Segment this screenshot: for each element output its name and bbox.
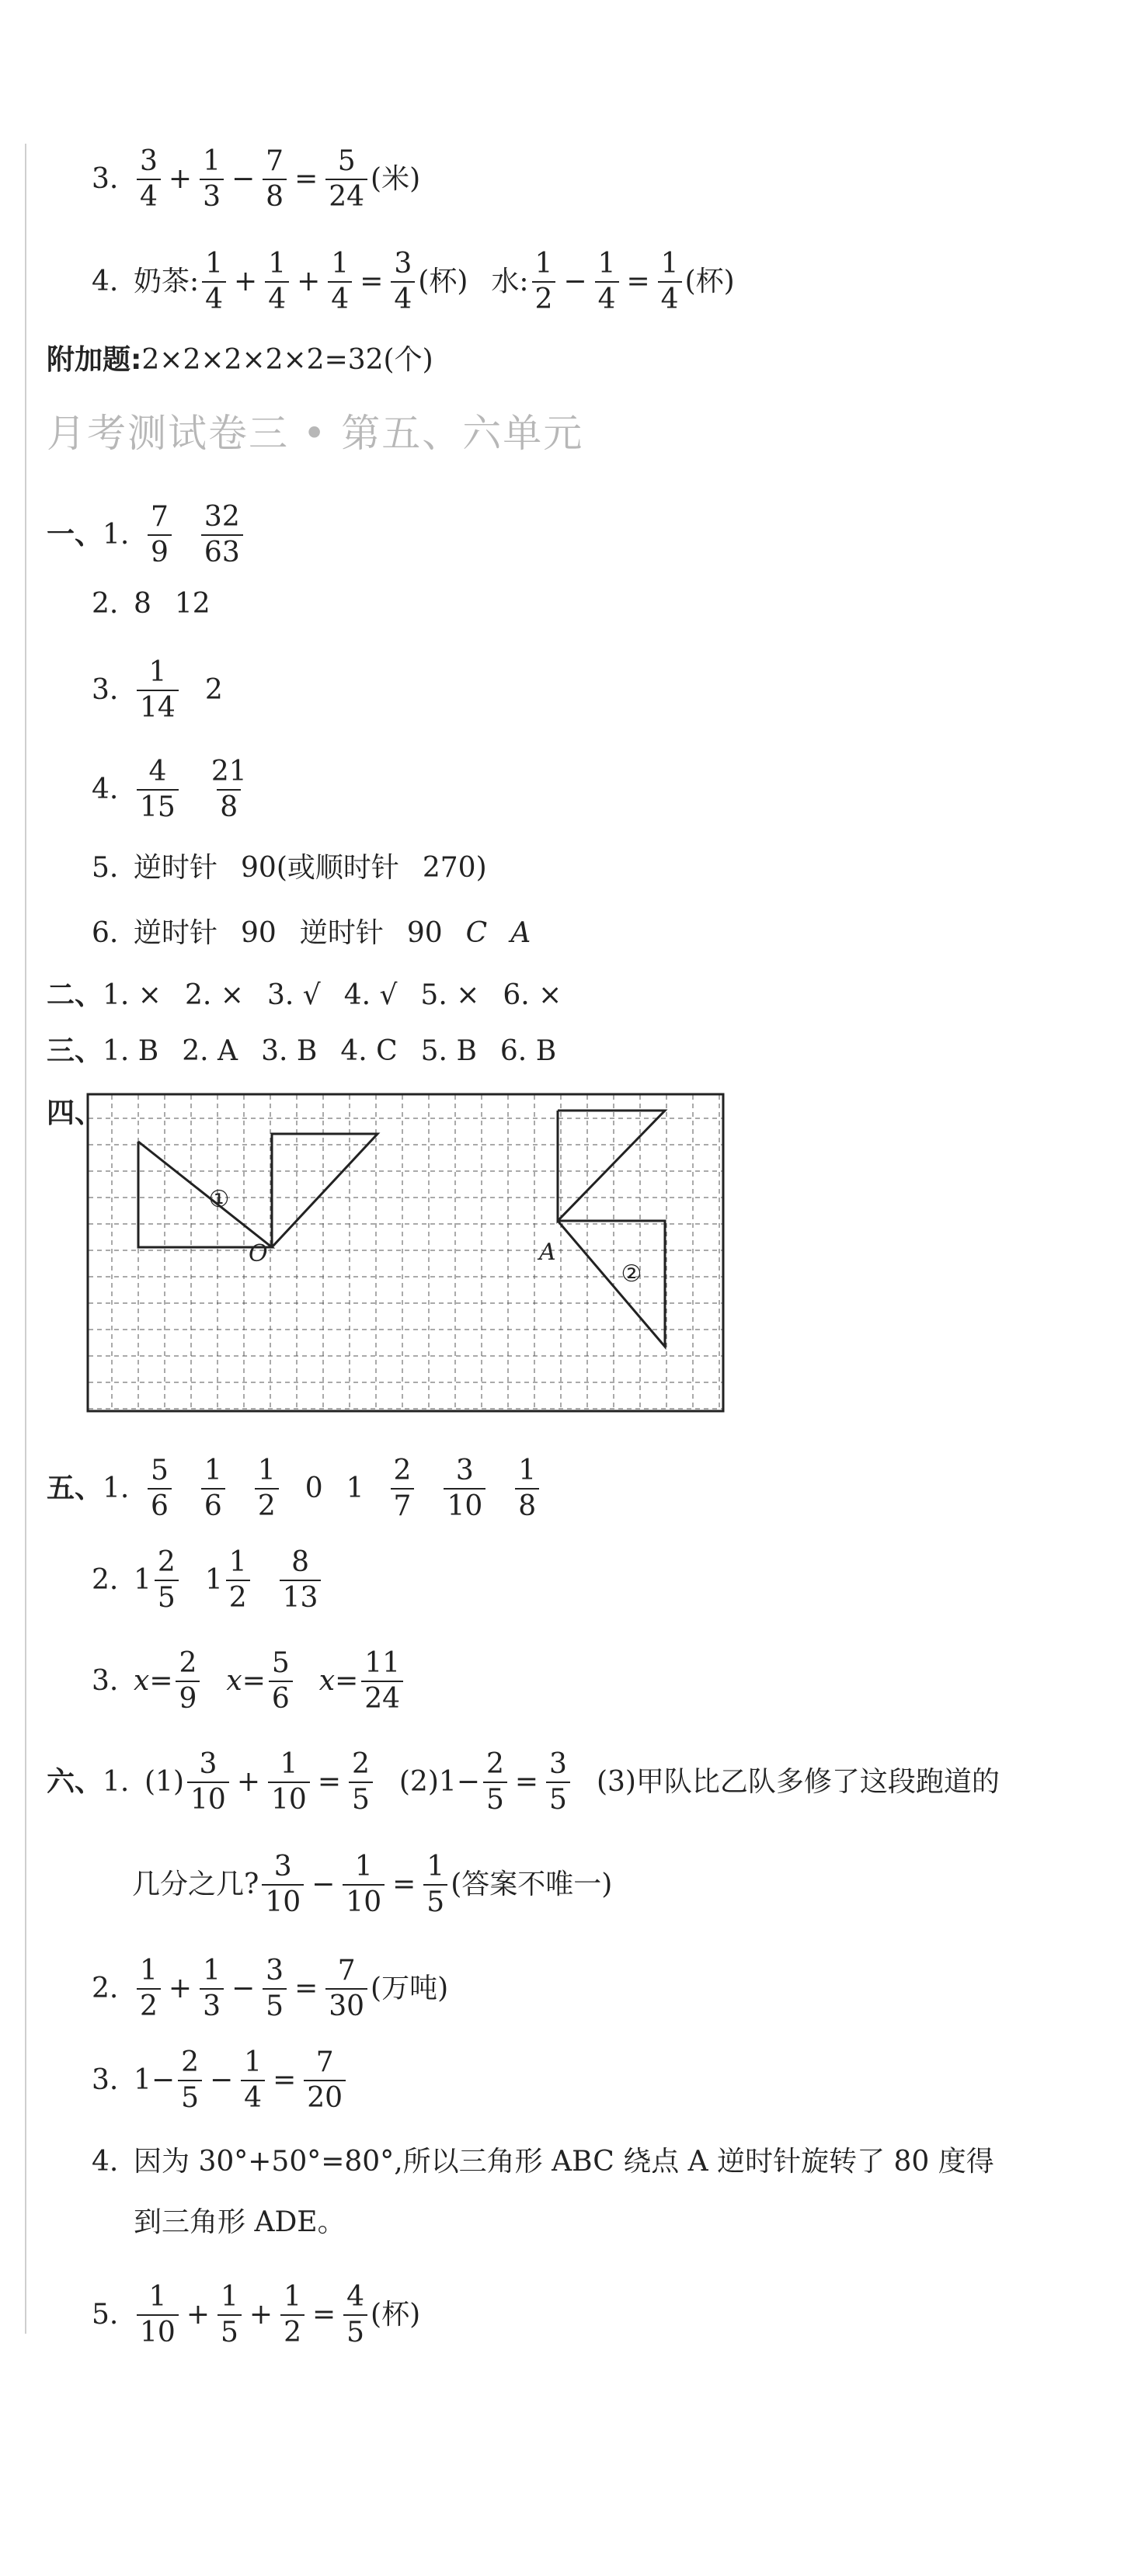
part2-answers: 二、 1. × 2. × 3. √ 4. √ 5. × 6. × (47, 979, 562, 1011)
point-o-label: O (249, 1240, 268, 1267)
part1-q6: 6. 逆时针 90 逆时针 90 C A (92, 917, 531, 949)
part1-q1: 一、 1. 7 9 32 63 (47, 503, 246, 567)
part5-q1: 五、 1. 5 6 1 6 1 2 0 1 2 7 3 10 1 8 (47, 1457, 542, 1521)
part6-q3: 3. 1− $\frac{2}{5}$ − $\frac{1}{4}$ = $\frac{7}{20}$ (92, 2049, 349, 2112)
part4-label: 四、 (47, 1097, 103, 1129)
left-margin-line (25, 144, 26, 2334)
part1-q2: 2. 8 12 (92, 588, 211, 620)
part3-answers: 三、 1. B 2. A 3. B 4. C 5. B 6. B (47, 1035, 557, 1067)
part5-q3: 3. x = $\frac{2}{9}$ x = $\frac{5}{6}$ x = $\frac{11}{24}$ (92, 1650, 406, 1713)
grid-border (88, 1094, 723, 1411)
part5-q2: 2. 1 2 5 1 1 2 8 13 (92, 1549, 324, 1612)
part6-q4-line2: 到三角形 ADE。 (134, 2206, 346, 2238)
part6-q1-line2: 几分之几? 3 10 − $\frac{1}{10}$ = $\frac{1}{5}$ (答案不唯一) (132, 1851, 613, 1918)
part1-q5: 5. 逆时针 90(或顺时针 270) (92, 852, 487, 884)
section-title: 月考测试卷三 • 第五、六单元 (47, 411, 584, 456)
triangle-1 (138, 1142, 272, 1247)
prev-q3: 3. 3 4 + $\frac{1}{3}$ − $\frac{7}{8}$ = $\frac{5}{24}$ (米) (92, 145, 421, 213)
triangle-2-original (558, 1111, 665, 1221)
rotation-grid-figure (85, 1092, 726, 1413)
grid-lines (89, 1095, 722, 1410)
part6-q4-line1: 4. 因为 30°+50°=80°,所以三角形 ABC 绕点 A 逆时针旋转了 80 度得 (92, 2146, 994, 2178)
part6-q5: 5. 1 10 + $\frac{1}{5}$ + $\frac{1}{2}$ = $\frac{4}{5}$ (杯) (92, 2281, 421, 2348)
part1-q3: 3. 1 14 2 (92, 656, 223, 724)
part6-q2: 2. 1 2 + $\frac{1}{3}$ − $\frac{3}{5}$ = $\frac{7}{30}$ (万吨) (92, 1955, 449, 2022)
triangle-2 (558, 1221, 665, 1347)
shape-label-2: ② (621, 1260, 642, 1288)
fraction: 3 4 (137, 148, 161, 211)
triangle-1-rotated (272, 1134, 378, 1247)
part1-q4: 4. 4 15 21 8 (92, 756, 247, 823)
part6-q1-line1: 六、 1. (1) 3 10 + $\frac{1}{10}$ = $\frac{2}{5}$ (2)1− $\frac{2}{5}$ = $\frac{3}{5}$ (3)甲队比乙队多修了这段跑道的 (47, 1748, 1000, 1816)
prev-q4: 4. 奶茶: 1 4 + $\frac{1}{4}$ + $\frac{1}{4}$ = $\frac{3}{4}$ (杯) 水: 1 2 − $\frac{1}{4}$ = $\frac{1}{4}$ (杯) (92, 248, 735, 315)
point-a-label: A (539, 1239, 556, 1266)
shape-label-1: ① (208, 1186, 230, 1213)
extra-question: 附加题: 2×2×2×2×2=32(个) (47, 344, 433, 376)
